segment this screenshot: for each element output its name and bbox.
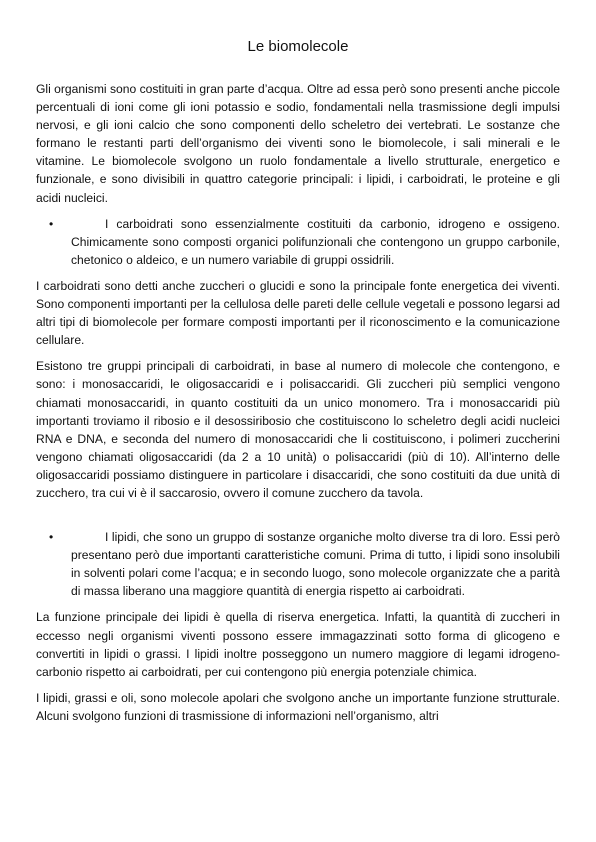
blank-line [36,510,560,528]
paragraph-lipidi-struttura: I lipidi, grassi e oli, sono molecole apolari che svolgono anche un importante funzione strutturale. Alcuni svolgono funzioni di trasmissione di informazioni nell’organismo, altri [36,690,560,723]
bullet-text-lipidi: I lipidi, che sono un gruppo di sostanze organiche molto diverse tra di loro. Essi però presentano però due importanti caratteristiche comuni. Prima di tutto, i lipidi sono insolubili in solventi polari come l’acqua; e in secondo luogo, sono molecole organizzate che a parità di massa liberano una maggiore quantità di energia rispetto ai carboidrati. [71,530,560,599]
paragraph-intro: Gli organismi sono costituiti in gran parte d’acqua. Oltre ad essa però sono presenti anche piccole percentuali di ioni come gli ioni potassio e sodio, fondamentali nella trasmissione degli impulsi nervosi, e gli ioni calcio che sono componenti dello scheletro dei vertebrati. Le sostanze che formano le restanti parti dell’organismo dei viventi sono le biomolecole, i sali minerali e le vitamine. Le biomolecole svolgono un ruolo fondamentale a livello strutturale, energetico e funzionale, e sono divisibili in quattro categorie principali: i lipidi, i carboidrati, le proteine e gli acidi nucleici. [36,82,560,205]
bullet-text-carboidrati: I carboidrati sono essenzialmente costituiti da carbonio, idrogeno e ossigeno. Chimicamente sono composti organici polifunzionali che contengono un gruppo carbonile, chetonico o aldeico, e un numero variabile di gruppi ossidrili. [71,216,560,267]
page-title: Le biomolecole [247,38,349,55]
paragraph-carboidrati-energia: I carboidrati sono detti anche zuccheri o glucidi e sono la principale fonte energetica dei viventi. Sono componenti importanti per la cellulosa delle pareti delle cellule vegetali e possono legarsi ad altri tipi di biomolecole per formare composti importanti per il riconoscimento e la comunicazione cellulare. [36,278,560,348]
bullet-item-lipidi [36,528,560,600]
paragraph-lipidi-funzione: La funzione principale dei lipidi è quella di riserva energetica. Infatti, la quantità di zuccheri in eccesso negli organismi viventi possono essere immagazzinati sotto forma di glicogeno e convertiti in lipidi o grassi. I lipidi inoltre posseggono un numero maggiore di legami idrogeno-carbonio rispetto ai carboidrati, per cui contengono più energia potenziale chimica. [36,610,560,679]
document-body [36,80,560,733]
paragraph-carboidrati-gruppi: Esistono tre gruppi principali di carboidrati, in base al numero di molecole che contengono, e sono: i monosaccaridi, le oligosaccaridi e i polisaccaridi. Gli zuccheri più semplici vengono chiamati monosaccaridi, in quanto costituiti da un unico monomero. Tra i monosaccaridi più importanti troviamo il ribosio e il desossiribosio che costituiscono lo scheletro degli acidi nucleici RNA e DNA, e seconda del numero di monosaccaridi che li costituiscono, i polimeri zuccherini vengono chiamati oligosaccaridi (da 2 a 10 unità) o polisaccaridi (più di 10). All’interno delle oligosaccaridi possiamo distinguere in particolare i disaccaridi, che sono costituiti da due unità di zucchero, tra cui vi è il saccarosio, ovvero il comune zucchero da tavola. [36,359,560,500]
bullet-icon: • [49,530,54,545]
bullet-item-carboidrati [36,215,560,269]
bullet-icon: • [49,216,54,231]
